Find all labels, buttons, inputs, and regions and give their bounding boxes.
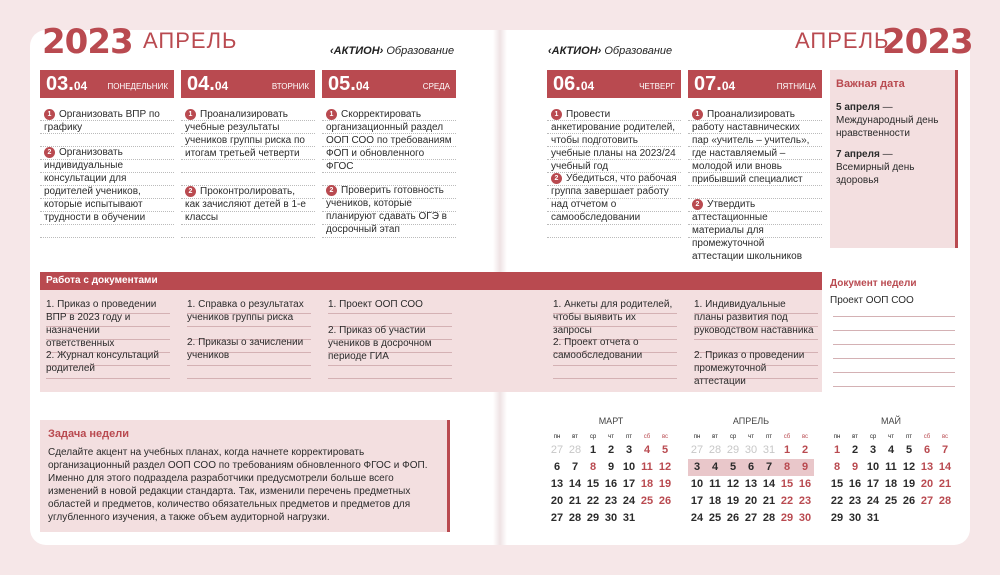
week-row — [688, 442, 814, 459]
week-row — [828, 442, 954, 459]
important-title: Важная дата — [836, 78, 905, 90]
task-number-badge: 1 — [551, 109, 562, 120]
month-calendar — [688, 416, 814, 527]
date-cell: 29 — [780, 512, 794, 524]
rule-line — [181, 172, 315, 173]
date-cell: 5 — [905, 444, 913, 456]
date-cell: 21 — [762, 495, 776, 507]
day-header — [322, 70, 456, 98]
date-cell: 8 — [589, 461, 597, 473]
weekday-label: ВТОРНИК — [271, 82, 309, 91]
date-cell: 21 — [568, 495, 582, 507]
important-item: 5 апреля — Международный день нравственности — [836, 102, 939, 139]
date-cell: 31 — [622, 512, 636, 524]
doc-item: 1. Анкеты для родителей, чтобы выявить их запросы — [553, 299, 673, 336]
weekday: вт — [572, 434, 578, 440]
date-cell: 28 — [708, 444, 722, 456]
rule-line — [187, 378, 311, 379]
day-tasks — [181, 100, 315, 240]
date-cell: 13 — [744, 478, 758, 490]
weekday: ср — [729, 434, 737, 440]
date-cell: 1 — [833, 444, 841, 456]
week-row — [548, 476, 674, 493]
date-cell: 20 — [920, 478, 934, 490]
weekday: сб — [643, 434, 651, 440]
date-cell: 26 — [902, 495, 916, 507]
weekday-row — [688, 434, 814, 440]
date-cell: 24 — [622, 495, 636, 507]
date-cell: 24 — [866, 495, 880, 507]
weekday: пн — [833, 434, 841, 440]
day-number: 05.04 — [328, 73, 370, 95]
date-cell — [656, 510, 674, 527]
date-cell — [918, 510, 936, 527]
date-cell: 19 — [658, 478, 672, 490]
week-row — [688, 493, 814, 510]
date-cell: 12 — [902, 461, 916, 473]
doc-week-title: Документ недели — [830, 278, 917, 289]
date-cell: 14 — [568, 478, 582, 490]
date-cell: 20 — [550, 495, 564, 507]
date-cell: 28 — [762, 512, 776, 524]
date-cell: 31 — [762, 444, 776, 456]
weekday-label: ЧЕТВЕРГ — [639, 82, 675, 91]
date-cell: 20 — [744, 495, 758, 507]
brand-right: ‹АКТИОН› Образование — [548, 45, 673, 57]
rule-line — [40, 237, 174, 238]
task-item: 1 Скорректировать организационный раздел ООП СОО по требованиям ФОП и обновленного ФГОС — [326, 109, 452, 172]
date-cell: 10 — [866, 461, 880, 473]
task-week-title: Задача недели — [48, 428, 130, 440]
date-cell: 22 — [780, 495, 794, 507]
date-cell: 28 — [938, 495, 952, 507]
date-cell: 9 — [851, 461, 859, 473]
month-name: МАЙ — [881, 416, 901, 426]
date-cell — [882, 510, 900, 527]
date-cell: 26 — [658, 495, 672, 507]
task-number-badge: 1 — [692, 109, 703, 120]
week-row — [548, 493, 674, 510]
date-cell: 29 — [830, 512, 844, 524]
date-cell: 29 — [586, 512, 600, 524]
weekday: вс — [801, 434, 809, 440]
doc-item: 1. Проект ООП СОО — [328, 299, 423, 310]
rule-line — [694, 339, 818, 340]
doc-item: 1. Приказ о проведении ВПР в 2023 году и назначении ответственных — [46, 299, 157, 349]
date-cell: 12 — [658, 461, 672, 473]
task-number-badge: 1 — [44, 109, 55, 120]
rule-line — [547, 237, 681, 238]
rule-line — [187, 326, 311, 327]
task-item: 2 Проконтролировать, как зачисляют детей в 1-е классы — [185, 186, 306, 223]
task-item: 1 Провести анкетирование родителей, чтобы подготовить учебные планы на 2023/24 учебный год — [551, 109, 676, 172]
date-cell: 23 — [848, 495, 862, 507]
date-cell: 3 — [869, 444, 877, 456]
day-tasks — [688, 100, 822, 262]
date-cell: 30 — [744, 444, 758, 456]
week-row — [828, 459, 954, 476]
date-cell: 23 — [604, 495, 618, 507]
date-cell: 30 — [604, 512, 618, 524]
week-row — [548, 442, 674, 459]
date-cell: 29 — [726, 444, 740, 456]
task-item: 1 Проанализировать учебные результаты учеников группы риска по итогам третьей четверти — [185, 109, 305, 159]
date-cell: 30 — [798, 512, 812, 524]
date-cell: 17 — [622, 478, 636, 490]
month-name: МАРТ — [598, 416, 624, 426]
doc-item: 2. Приказ об участии учеников в досрочном периоде ГИА — [328, 325, 432, 362]
date-cell: 3 — [625, 444, 633, 456]
task-number-badge: 2 — [326, 185, 337, 196]
rule-line — [547, 224, 681, 225]
date-cell: 1 — [783, 444, 791, 456]
task-item: 2 Утвердить аттестационные материалы для промежуточной аттестации школьников — [692, 199, 803, 262]
rule-line — [553, 378, 677, 379]
date-cell: 11 — [641, 461, 653, 473]
date-cell: 18 — [884, 478, 898, 490]
year-left: 2023 — [42, 22, 133, 62]
rule-line — [181, 237, 315, 238]
week-row — [828, 476, 954, 493]
month-left: АПРЕЛЬ — [143, 28, 238, 53]
weekday: пн — [553, 434, 561, 440]
date-cell: 27 — [690, 444, 704, 456]
task-item: 1 Проанализировать работу наставнических пар «учитель – учитель», где наставляемый – молодой или вновь прибывший специалист — [692, 109, 810, 185]
date-cell: 11 — [885, 461, 897, 473]
rule-line — [553, 365, 677, 366]
month-calendar — [548, 416, 674, 527]
date-cell: 15 — [830, 478, 844, 490]
date-cell: 15 — [780, 478, 794, 490]
date-cell: 16 — [798, 478, 812, 490]
task-item: 2 Проверить готовность учеников, которые планируют сдавать ОГЭ в досрочный этап — [326, 185, 447, 235]
date-cell: 30 — [848, 512, 862, 524]
date-cell — [638, 510, 656, 527]
day-header — [40, 70, 174, 98]
weekday: сб — [923, 434, 931, 440]
weekday: вс — [661, 434, 669, 440]
date-cell: 28 — [568, 512, 582, 524]
doc-item: 1. Справка о результатах учеников группы риска — [187, 299, 304, 323]
date-cell: 18 — [708, 495, 722, 507]
date-cell — [900, 510, 918, 527]
date-cell: 31 — [866, 512, 880, 524]
weekday: пт — [766, 434, 772, 440]
date-cell: 21 — [938, 478, 952, 490]
date-cell: 16 — [848, 478, 862, 490]
doc-item: 2. Проект отчета о самообследовании — [553, 337, 643, 361]
date-cell: 6 — [747, 461, 755, 473]
date-cell: 22 — [830, 495, 844, 507]
doc-item: 2. Журнал консультаций родителей — [46, 350, 159, 374]
date-cell: 17 — [866, 478, 880, 490]
task-week — [40, 420, 450, 532]
date-cell: 19 — [726, 495, 740, 507]
rule-line — [833, 344, 955, 345]
date-cell: 27 — [550, 444, 564, 456]
date-cell: 12 — [726, 478, 740, 490]
date-cell: 22 — [586, 495, 600, 507]
doc-item: 1. Индивидуальные планы развития под руководством наставника — [694, 299, 814, 336]
date-cell: 10 — [622, 461, 636, 473]
month-calendar — [828, 416, 954, 527]
rule-line — [187, 365, 311, 366]
brand-left: ‹АКТИОН› Образование — [330, 45, 455, 57]
date-cell: 25 — [708, 512, 722, 524]
week-row — [828, 510, 954, 527]
doc-item: 2. Приказ о проведении промежуточной аттестации — [694, 350, 805, 387]
month-name: АПРЕЛЬ — [732, 416, 770, 426]
date-cell: 18 — [640, 478, 654, 490]
day-number: 04.04 — [187, 73, 229, 95]
date-cell: 2 — [801, 444, 809, 456]
date-cell: 4 — [711, 461, 719, 473]
date-cell: 6 — [553, 461, 561, 473]
week-row — [688, 510, 814, 527]
weekday: пт — [626, 434, 632, 440]
date-cell: 1 — [589, 444, 597, 456]
weekday: вт — [712, 434, 718, 440]
date-cell: 27 — [550, 512, 564, 524]
weekday: сб — [783, 434, 791, 440]
doc-week-text: Проект ООП СОО — [830, 295, 914, 306]
week-row — [548, 459, 674, 476]
date-cell: 6 — [923, 444, 931, 456]
date-cell: 25 — [640, 495, 654, 507]
month-right: АПРЕЛЬ — [795, 28, 890, 53]
date-cell: 9 — [607, 461, 615, 473]
date-cell: 26 — [726, 512, 740, 524]
date-cell: 27 — [920, 495, 934, 507]
task-item: 2 Убедиться, что рабочая группа завершает работу над отчетом о самообследовании — [551, 173, 677, 223]
date-cell: 13 — [920, 461, 934, 473]
important-dates — [830, 70, 958, 248]
date-cell: 2 — [851, 444, 859, 456]
date-cell: 15 — [586, 478, 600, 490]
day-header — [547, 70, 681, 98]
date-cell: 7 — [765, 461, 773, 473]
weekday-label: ПОНЕДЕЛЬНИК — [107, 82, 168, 91]
date-cell: 8 — [833, 461, 841, 473]
weekday: вс — [941, 434, 949, 440]
task-number-badge: 2 — [551, 173, 562, 184]
task-item: 2 Организовать индивидуальные консультации для родителей учеников, которые испытывают трудности в обучении — [44, 147, 146, 223]
rule-line — [833, 330, 955, 331]
date-cell: 9 — [801, 461, 809, 473]
date-cell: 8 — [783, 461, 791, 473]
date-cell: 7 — [571, 461, 579, 473]
day-number: 07.04 — [694, 73, 736, 95]
rule-line — [833, 316, 955, 317]
rule-line — [833, 358, 955, 359]
task-number-badge: 2 — [692, 199, 703, 210]
task-number-badge: 2 — [185, 186, 196, 197]
date-cell: 11 — [709, 478, 721, 490]
date-cell: 5 — [729, 461, 737, 473]
date-cell: 16 — [604, 478, 618, 490]
rule-line — [833, 372, 955, 373]
rule-line — [328, 313, 452, 314]
task-number-badge: 1 — [326, 109, 337, 120]
day-header — [688, 70, 822, 98]
date-cell: 23 — [798, 495, 812, 507]
day-tasks — [547, 100, 681, 240]
weekday: вт — [852, 434, 858, 440]
weekday: пт — [906, 434, 912, 440]
important-item: 7 апреля — Всемирный день здоровья — [836, 149, 915, 186]
week-row — [828, 493, 954, 510]
week-row — [548, 510, 674, 527]
date-cell — [936, 510, 954, 527]
date-cell: 14 — [938, 461, 952, 473]
task-item: 1 Организовать ВПР по графику — [44, 109, 160, 133]
date-cell: 27 — [744, 512, 758, 524]
task-number-badge: 2 — [44, 147, 55, 158]
doc-item: 2. Приказы о зачислении учеников — [187, 337, 304, 361]
week-row — [688, 459, 814, 476]
date-cell: 13 — [550, 478, 564, 490]
day-tasks — [322, 100, 456, 240]
weekday-label: ПЯТНИЦА — [776, 82, 816, 91]
rule-line — [322, 237, 456, 238]
week-row — [688, 476, 814, 493]
year-right: 2023 — [882, 22, 973, 62]
task-week-text: Сделайте акцент на учебных планах, когда начнете корректировать организационный раздел ООП СОО по требованиям обновленного ФГОС и ФОП. Именно для этого подраздела разработчики предусмотрели больше всего изменений в новой редакции стандарта. Так, изменили перечень предметных областей и предметов, количество обязательных предметов и предметов для углубленного изучения, а также объем аудиторной нагрузки. — [48, 447, 428, 523]
weekday: пн — [693, 434, 701, 440]
date-cell: 28 — [568, 444, 582, 456]
rule-line — [40, 224, 174, 225]
day-tasks — [40, 100, 174, 240]
day-number: 06.04 — [553, 73, 595, 95]
date-cell: 24 — [690, 512, 704, 524]
date-cell: 2 — [607, 444, 615, 456]
weekday: ср — [869, 434, 877, 440]
rule-line — [328, 365, 452, 366]
weekday: чт — [888, 434, 894, 440]
day-header — [181, 70, 315, 98]
weekday: чт — [608, 434, 614, 440]
date-cell: 25 — [884, 495, 898, 507]
weekday-label: СРЕДА — [422, 82, 450, 91]
day-number: 03.04 — [46, 73, 88, 95]
task-number-badge: 1 — [185, 109, 196, 120]
date-cell: 4 — [643, 444, 651, 456]
docs-title: Работа с документами — [40, 272, 822, 290]
weekday: чт — [748, 434, 754, 440]
date-cell: 5 — [661, 444, 669, 456]
rule-line — [833, 386, 955, 387]
date-cell: 17 — [690, 495, 704, 507]
date-cell: 10 — [690, 478, 704, 490]
date-cell: 3 — [693, 461, 701, 473]
date-cell: 14 — [762, 478, 776, 490]
weekday-row — [548, 434, 674, 440]
date-cell: 4 — [887, 444, 895, 456]
weekday: ср — [589, 434, 597, 440]
doc-week — [830, 278, 958, 306]
rule-line — [181, 224, 315, 225]
date-cell: 7 — [941, 444, 949, 456]
date-cell: 19 — [902, 478, 916, 490]
rule-line — [328, 378, 452, 379]
rule-line — [46, 378, 170, 379]
weekday-row — [828, 434, 954, 440]
